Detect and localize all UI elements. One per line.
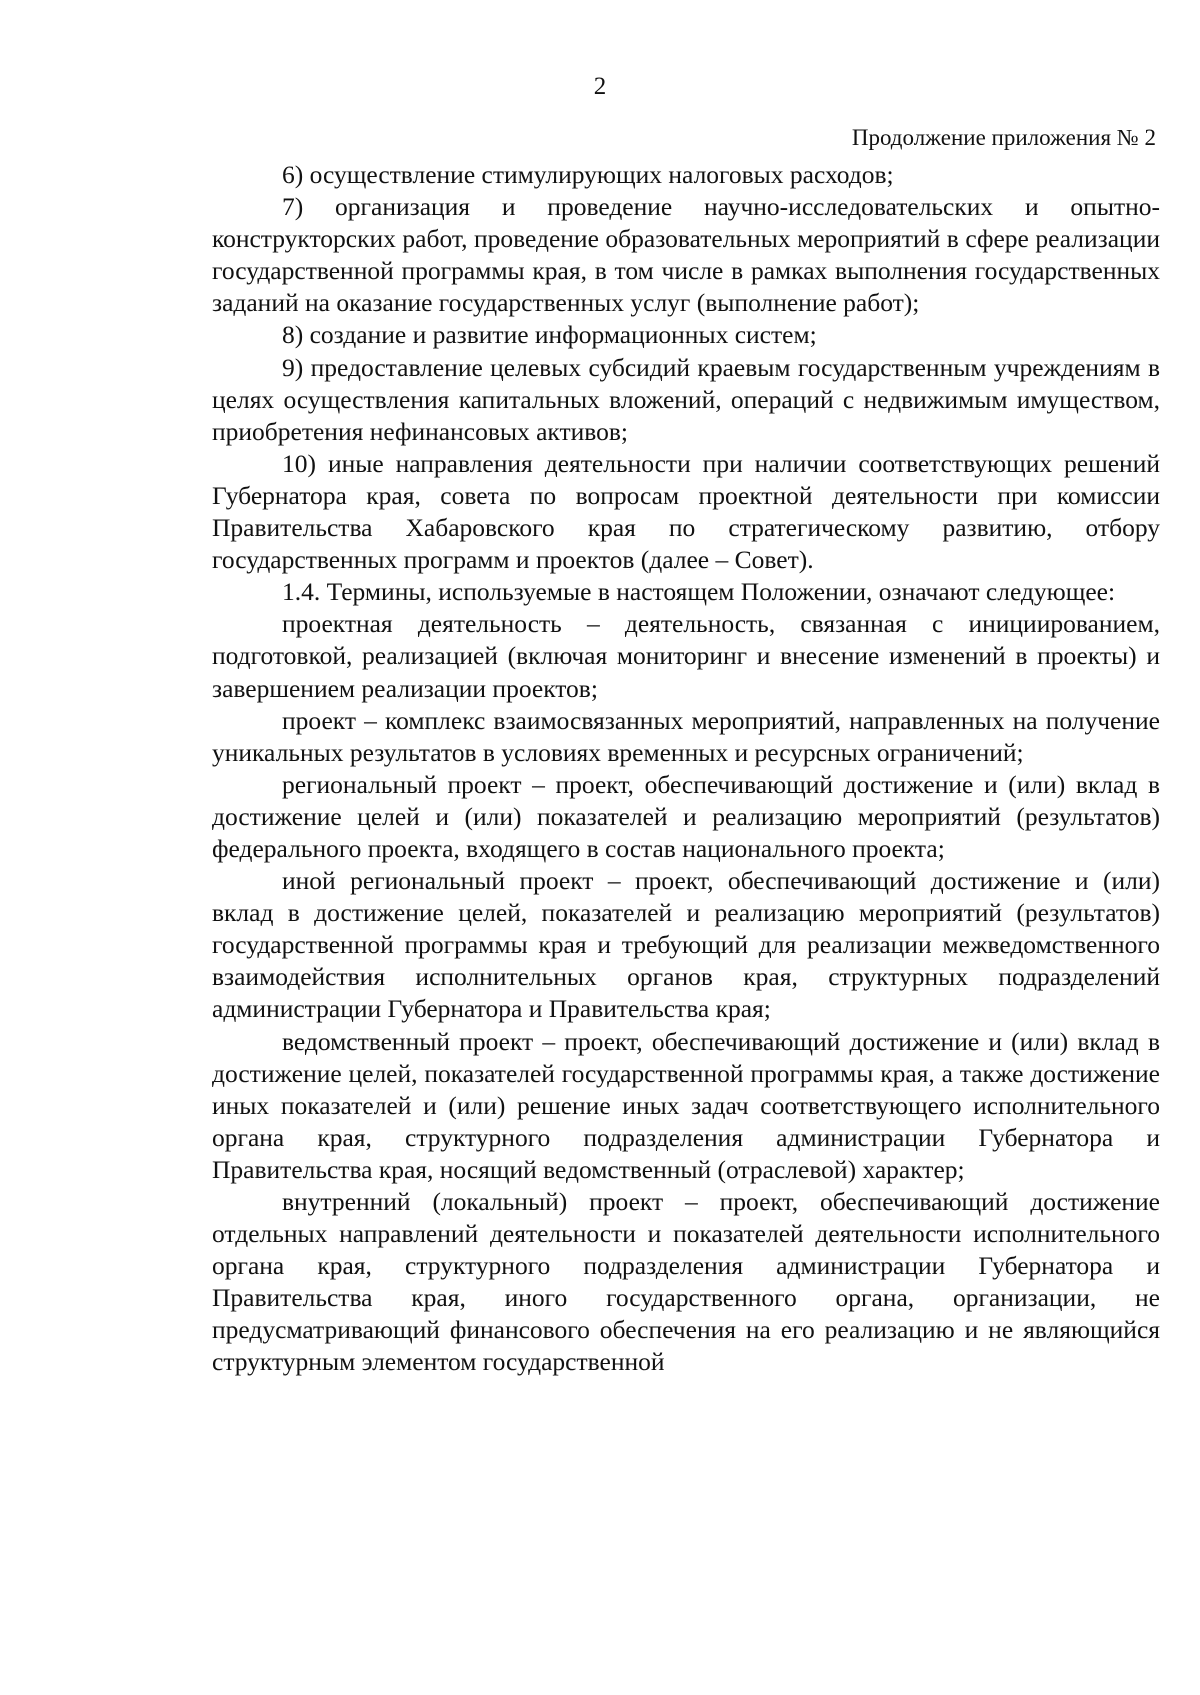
document-body [212,159,1160,1379]
term-internal-project: внутренний (локальный) проект – проект, обеспечивающий достижение отдельных направлений деятельности и показателей деятельности исполнительного органа края, структурного подразделения администрации Губернатора и Правительства края, иного государственного органа, организации, не предусматривающий финансового обеспечения на его реализацию и не являющийся структурным элементом государственной [212,1187,1160,1377]
list-item-9: 9) предоставление целевых субсидий краевым государственным учреждениям в целях осуществления капитальных вложений, операций с недвижимым имуществом, приобретения нефинансовых активов; [212,352,1160,446]
appendix-continuation-note: Продолжение приложения № 2 [851,125,1156,150]
page-number: 2 [593,73,607,100]
list-item-8: 8) создание и развитие информационных систем; [282,320,817,350]
term-project: проект – комплекс взаимосвязанных мероприятий, направленных на получение уникальных результатов в условиях временных и ресурсных ограничений; [212,705,1160,767]
list-item-6: 6) осуществление стимулирующих налоговых расходов; [282,160,894,189]
term-other-regional-project: иной региональный проект – проект, обеспечивающий достижение и (или) вклад в достижение целей, показателей и реализацию мероприятий (результатов) государственной программы края и требующий для реализации межведомственного взаимодействия исполнительных органов края, структурных подразделений администрации Губернатора и Правительства края; [212,866,1160,1024]
section-1-4-intro: 1.4. Термины, используемые в настоящем Положении, означают следующее: [282,577,1116,607]
term-regional-project: региональный проект – проект, обеспечивающий достижение и (или) вклад в достижение целей и (или) показателей и реализацию мероприятий (результатов) федерального проекта, входящего в состав национального проекта; [212,769,1160,863]
term-project-activity: проектная деятельность – деятельность, связанная с инициированием, подготовкой, реализацией (включая мониторинг и внесение изменений в проекты) и завершением реализации проектов; [212,609,1160,703]
list-item-7: 7) организация и проведение научно-исследовательских и опытно-конструкторских работ, проведение образовательных мероприятий в сфере реализации государственной программы края, в том числе в рамках выполнения государственных заданий на оказание государственных услуг (выполнение работ); [212,192,1160,318]
list-item-10: 10) иные направления деятельности при наличии соответствующих решений Губернатора края, совета по вопросам проектной деятельности при комиссии Правительства Хабаровского края по стратегическому развитию, отбору государственных программ и проектов (далее – Совет). [212,448,1160,575]
term-departmental-project: ведомственный проект – проект, обеспечивающий достижение и (или) вклад в достижение целей, показателей государственной программы края, а также достижение иных показателей и (или) решение иных задач соответствующего исполнительного органа края, структурного подразделения администрации Губернатора и Правительства края, носящий ведомственный (отраслевой) характер; [212,1026,1160,1184]
